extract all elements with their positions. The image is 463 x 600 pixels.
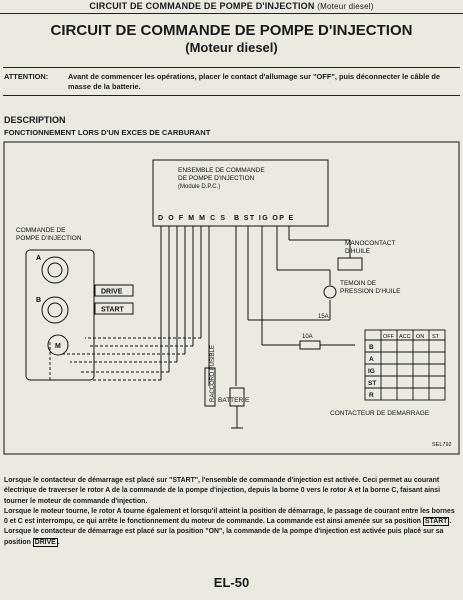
switch-row-a: A [369,356,374,363]
module-terminals-right: B ST IG OP E [234,215,295,222]
pump-label-2: POMPE D'INJECTION [16,235,82,242]
paragraph-2-text: Lorsque le moteur tourne, le rotor A tourne également et lorsqu'il atteint la position de démarrage, le passage de courant entre les bornes 0 et C est interrompu, ce qui arrête le fonctionnement du moteur de commande. La commande est ainsi amenée sur sa position [4,507,455,526]
injection-pump-drive [26,250,94,380]
attention-text: Avant de commencer les opérations, placer le contact d'allumage sur "OFF", puis déconnecter le câble de masse de la batterie. [68,72,440,91]
start-boxed: START [424,518,448,526]
body-text [4,476,459,548]
figure-ref: SEL792 [432,442,452,448]
paragraph-2: Lorsque le moteur tourne, le rotor A tourne également et lorsqu'il atteint la position de démarrage, le passage de courant entre les bornes 0 et C est interrompu, ce qui arrête le fonctionnement du moteur de commande. La commande est ainsi amenée sur sa position START . [4,507,455,526]
diagram-frame [4,142,459,454]
switch-row-r: R [369,392,374,399]
manocontact-label-1: MANOCONTACT [345,240,396,247]
drive-boxed: DRIVE [34,538,56,546]
fuse-10a-box [300,341,320,349]
running-header [0,0,463,14]
fuse-10a-label: 10A [302,334,313,340]
running-header-title: CIRCUIT DE COMMANDE DE POMPE D'INJECTION [89,1,315,11]
rotor-a-label: A [36,255,42,262]
pump-label-1: COMMANDE DE [16,227,66,234]
switch-col-acc: ACC [399,334,411,340]
module-title-2: DE POMPE D'INJECTION [178,175,255,182]
paragraph-3-text: Lorsque le contacteur de démarrage est placé sur la position "ON", la commande de la pompe d'injection est activée puis placé sur sa position [4,528,444,546]
attention-label: ATTENTION: [4,72,49,81]
ignition-switch-label: CONTACTEUR DE DEMARRAGE [330,410,430,417]
module-terminals-left: D O F M M C S [158,215,227,222]
drive-label: DRIVE [101,288,123,296]
oil-warning-lamp [324,286,336,298]
section-heading: DESCRIPTION [4,115,66,125]
section-subheading: FONCTIONNEMENT LORS D'UN EXCES DE CARBURANT [4,128,211,137]
switch-row-st: ST [368,380,377,387]
page-title [0,22,463,56]
switch-row-ig: IG [368,368,375,375]
page-title-main: CIRCUIT DE COMMANDE DE POMPE D'INJECTION [50,22,413,39]
divider [3,67,460,68]
switch-col-on: ON [416,334,425,340]
paragraph-3: Lorsque le contacteur de démarrage est placé sur la position "ON", la commande de la pompe d'injection est activée puis placé sur sa position DRIVE . [4,528,444,546]
oil-pressure-switch-box [338,258,362,270]
temoin-label-2: PRESSION D'HUILE [340,288,401,295]
battery-label: BATTERIE [218,397,250,404]
module-title-3: (Module D.P.C.) [178,184,221,190]
paragraph-1: Lorsque le contacteur de démarrage est placé sur "START", l'ensemble de commande d'injection est activée. Ceci permet au courant électrique de traverser le rotor A de la commande de la pompe d'injection, depuis la borne 0 vers le rotor A et la borne C, faisant ainsi tourner le moteur de commande d'injection. [4,477,440,505]
module-title-1: ENSEMBLE DE COMMANDE [178,167,265,174]
page-number: EL-50 [213,575,250,590]
fusible-link-label: RACCORD FUSIBLE [210,344,216,402]
start-label: START [101,306,124,314]
page-title-sub: (Moteur diesel) [185,40,278,55]
manocontact-label-2: D'HUILE [345,248,371,255]
divider [3,95,460,96]
pump-leads [50,338,201,380]
fuse-15a-label: 15A [318,314,329,320]
wiring-diagram [0,140,463,460]
ignition-switch-table [365,330,445,400]
rotor-b-label: B [36,297,42,304]
switch-row-b: B [369,344,374,351]
switch-col-st: ST [432,334,440,340]
module-wires [161,226,355,386]
running-header-sub: (Moteur diesel) [317,2,374,11]
temoin-label-1: TEMOIN DE [340,280,377,287]
switch-col-off: OFF [383,334,394,340]
motor-label: M [55,343,61,350]
